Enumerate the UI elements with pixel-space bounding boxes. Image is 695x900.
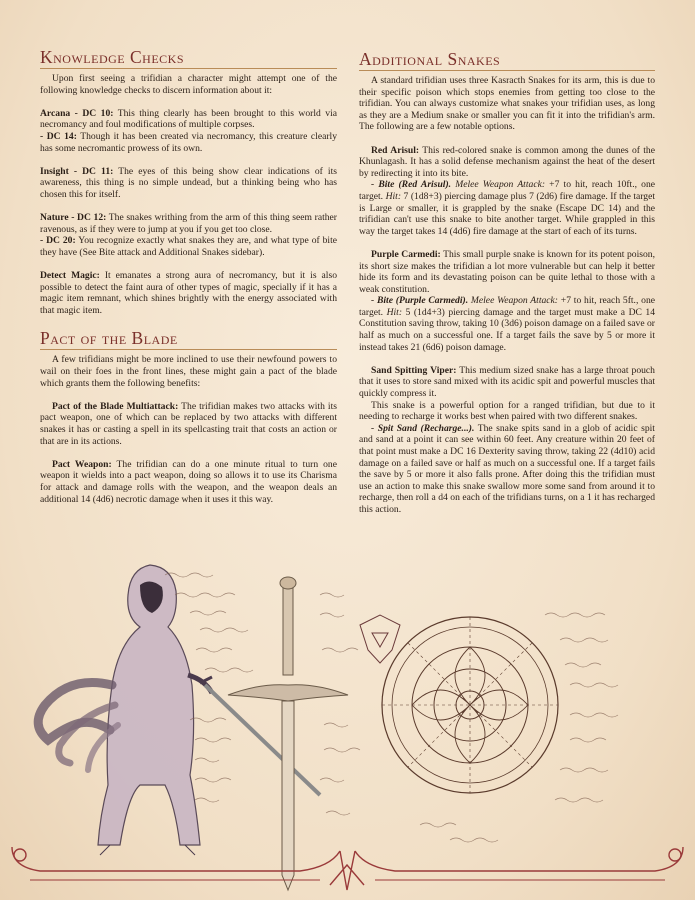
purple-bite-label: - Bite (Purple Carmedi).	[371, 295, 469, 307]
insight-entry	[40, 166, 337, 201]
purple-carmedi-label: Purple Carmedi:	[371, 248, 441, 260]
arcana-14-text: Though it has been created via necromancy, this creature clearly has some necromantic prowess of its own.	[40, 130, 337, 154]
pact-weapon-text: The trifidian can do a one minute ritual to turn one weapon it wields into a pact weapon, doing so allows it to use its Charisma for attack and damage rolls with the weapon, and the weapon deals an additional 14 (4d6) necrotic damage when it uses it this way.	[40, 458, 337, 505]
magic-circle-illustration	[382, 617, 558, 793]
red-arisul-bite	[359, 179, 655, 237]
purple-bite-hit: Hit:	[386, 306, 403, 318]
pact-multiattack-text: The trifidian makes two attacks with its pact weapon, one of which can be replaced by two attacks with different snakes it has or casting a spell in its spellcasting trait that costs an action or that are in its actions.	[40, 400, 337, 447]
insight-text: The eyes of this being show clear indications of its awareness, this thing is no simple undead, but a thinking being who has chosen this for itself.	[40, 165, 337, 200]
red-bite-label: - Bite (Red Arisul).	[371, 179, 452, 191]
sand-viper-text: This medium sized snake has a large throat pouch that it uses to store sand mixed with its acidic spit and powerful muscles that quickly compress it.	[359, 364, 655, 400]
red-arisul-entry	[359, 145, 655, 180]
detect-magic-text: It emanates a strong aura of necromancy, but it is also possible to detect the faint aura of other types of magic, specially if it has a magic item remnant, which shines brightly with the energy associated with that magic item.	[40, 270, 337, 316]
sand-viper-label: Sand Spitting Viper:	[371, 364, 457, 376]
arcana-entry	[40, 108, 337, 131]
arcana-14-label: - DC 14:	[40, 130, 77, 142]
sand-spit-text: The snake spits sand in a glob of acidic spit and sand at a point it can see within 60 feet. Any creature within 20 feet of that point must make a DC 16 Dexterity saving throw, taking 22 (4d10) acid damage on a failed save or half as much on a successful one. If a target fails the save by 5 or more it also falls prone. After doing this the trifidian must use an action to make this snake swallow more some sand from around it to recharge, then roll a d4 on each of the trifidians turns, on a 1 it has recharged this action.	[359, 422, 655, 515]
sketch-notes	[165, 573, 618, 842]
purple-bite-a: +7 to hit, reach 5ft., one target.	[359, 295, 655, 318]
sand-viper-text2: This snake is a powerful option for a ranged trifidian, but due to it needing to recharge it works best when paired with two different snakes.	[359, 399, 655, 423]
snakes-intro: A standard trifidian uses three Kasracth Snakes for its arm, this is due to their specific poison which stops enemies from getting too close to the trifidian. You can always customize what snakes your trifidian uses, as long as they are a Medium snake or smaller you can fit it into the trifidian's arm. The following are a few notable options.	[359, 75, 655, 133]
purple-carmedi-bite	[359, 295, 655, 353]
nature-20-label: - DC 20:	[40, 235, 76, 247]
arcana-text: This thing clearly has been brought to this world via necromancy and foul modifications of multiple corpses.	[40, 107, 337, 131]
nature-20-entry	[40, 235, 337, 258]
sand-viper-entry	[359, 365, 655, 400]
detect-magic-label: Detect Magic:	[40, 270, 100, 282]
small-sigil-illustration	[360, 615, 400, 663]
red-arisul-text: This red-colored snake is common among the dunes of the Khunlagash. It has a solid defense mechanism against the heat of the desert by redirecting it into its bite.	[359, 144, 655, 179]
sketch-artwork	[0, 555, 695, 900]
knowledge-intro: Upon first seeing a trifidian a character might attempt one of the following knowledge checks to discern information about it:	[40, 73, 337, 96]
purple-bite-type: Melee Weapon Attack:	[468, 295, 558, 307]
pact-weapon-label: Pact Weapon:	[52, 458, 112, 470]
sword-illustration	[228, 577, 348, 890]
pact-intro: A few trifidians might be more inclined to use their newfound powers to wail on their foes in the front lines, these might gain a pact of the blade which grants them the following benefits:	[40, 354, 337, 389]
sand-spit-label: - Spit Sand (Recharge...).	[371, 422, 475, 434]
purple-carmedi-entry	[359, 249, 655, 295]
arcana-label: Arcana - DC 10:	[40, 107, 114, 119]
insight-label: Insight - DC 11:	[40, 165, 114, 177]
red-bite-type: Melee Weapon Attack:	[451, 179, 546, 191]
arcana-14-entry	[40, 131, 337, 154]
knowledge-checks-heading: Knowledge Checks	[40, 48, 337, 69]
pact-of-the-blade-heading: Pact of the Blade	[40, 329, 337, 350]
bottom-border-ornament	[12, 847, 683, 890]
pact-weapon-entry	[40, 459, 337, 505]
purple-bite-b: 5 (1d4+3) piercing damage and the target must make a DC 14 Constitution saving throw, taking 10 (3d6) poison damage on a failed save or half as much on a successful one. If a target fails the save by 5 or more it instead takes 21 (6d6) poison damage.	[359, 306, 655, 353]
red-bite-b: 7 (1d8+3) piercing damage plus 7 (2d6) fire damage. If the target is Large or smaller, it is grappled by the snake (Escape DC 14) and the trifidian can't use this snake to bite another target. While grappled in this way the target takes 14 (4d6) fire damage at the start of each of its turns.	[359, 190, 656, 237]
right-column	[359, 50, 655, 516]
pact-multiattack-label: Pact of the Blade Multiattack:	[52, 400, 179, 412]
pact-multiattack-entry	[40, 401, 337, 447]
nature-entry	[40, 212, 337, 235]
left-column	[40, 48, 337, 505]
nature-text: The snakes writhing from the arm of this thing seem rather ravenous, as if they were to jump at you if you get too close.	[40, 212, 337, 235]
sand-spit-entry	[359, 423, 655, 516]
detect-magic-entry	[40, 270, 337, 316]
additional-snakes-heading: Additional Snakes	[359, 50, 655, 71]
red-arisul-label: Red Arisul:	[371, 144, 420, 156]
nature-20-text: You recognize exactly what snakes they are, and what type of bite they have (See Bite attack and Additional Snakes sidebar).	[40, 235, 338, 258]
red-bite-a: +7 to hit, reach 10ft., one target.	[359, 179, 655, 202]
trifidian-figure-illustration	[38, 565, 320, 855]
purple-carmedi-text: This small purple snake is known for its potent poison, its short size makes the trifidian a lot more vulnerable but can help it better hide its form and its devastating poison can be quite lethal to those with a weak constitution.	[359, 248, 655, 295]
red-bite-hit: Hit:	[385, 190, 402, 202]
nature-label: Nature - DC 12:	[40, 212, 107, 224]
